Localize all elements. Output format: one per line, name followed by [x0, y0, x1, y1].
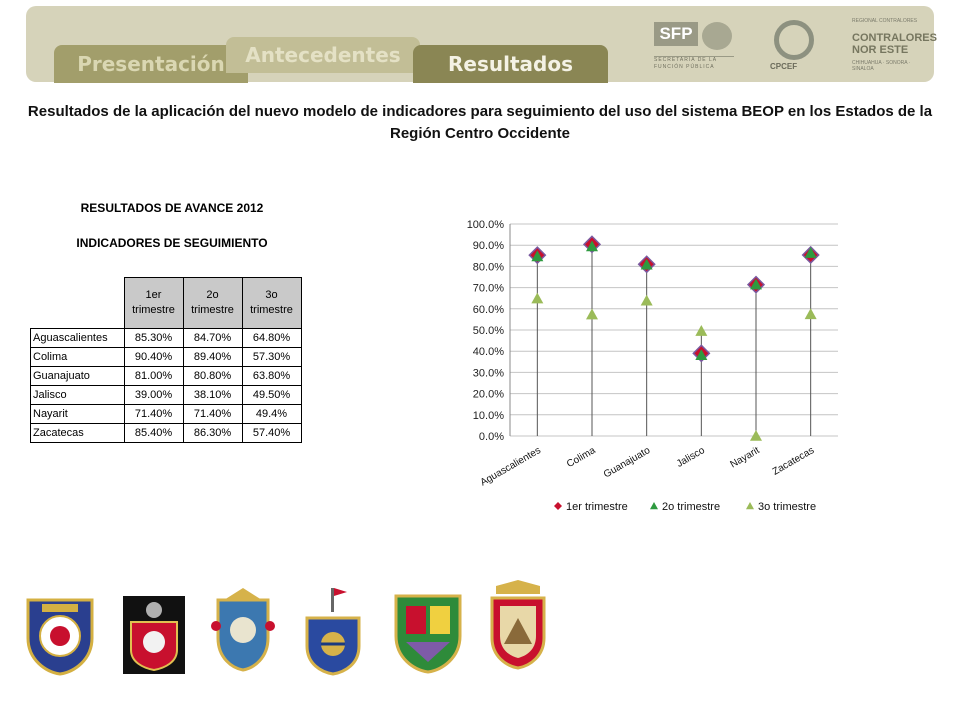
q1-cell: 71.40% — [124, 405, 183, 424]
table-row — [31, 348, 302, 367]
x-tick-label: Zacatecas — [770, 445, 817, 478]
legend-label: 3o trimestre — [758, 501, 817, 513]
q3-cell: 57.30% — [242, 348, 301, 367]
q1-cell: 39.00% — [124, 386, 183, 405]
x-tick-label: Jalisco — [674, 445, 707, 470]
table-row — [31, 367, 302, 386]
state-cell: Nayarit — [31, 405, 125, 424]
state-cell: Aguascalientes — [31, 329, 125, 348]
data-point-q3 — [586, 309, 598, 320]
legend-label: 1er trimestre — [566, 501, 628, 513]
sfp-subtitle: SECRETARÍA DE LA FUNCIÓN PÚBLICA — [654, 56, 734, 73]
results-subtitle: RESULTADOS DE AVANCE 2012 — [80, 201, 264, 215]
header-q1: 1er trimestre — [124, 278, 183, 329]
q3-cell: 63.80% — [242, 367, 301, 386]
y-tick-label: 30.0% — [472, 367, 504, 380]
eagle-emblem-icon — [702, 22, 732, 50]
noreste-top: REGIONAL CONTRALORES — [852, 18, 918, 24]
y-tick-label: 0.0% — [478, 431, 504, 443]
data-point-q3 — [750, 430, 762, 441]
tab-resultados[interactable]: Resultados — [413, 45, 608, 83]
q2-cell: 84.70% — [183, 329, 242, 348]
y-tick-label: 20.0% — [472, 388, 504, 401]
noreste-logo — [852, 18, 937, 76]
indicators-subtitle: INDICADORES DE SEGUIMIENTO — [76, 236, 268, 250]
legend-marker — [650, 502, 658, 509]
table-corner — [31, 278, 125, 329]
q3-cell: 64.80% — [242, 329, 301, 348]
legend-label: 2o trimestre — [662, 501, 721, 513]
y-tick-label: 10.0% — [472, 409, 504, 422]
q3-cell: 57.40% — [242, 424, 301, 443]
guanajuato-coat — [210, 586, 276, 672]
q3-cell: 49.50% — [242, 386, 301, 405]
q1-cell: 90.40% — [124, 348, 183, 367]
state-cell: Guanajuato — [31, 367, 125, 386]
page-title: Resultados de la aplicación del nuevo modelo de indicadores para seguimiento del uso del sistema BEOP en los Estados de la Región Centro Occidente — [27, 103, 933, 142]
q1-cell: 85.30% — [124, 329, 183, 348]
cpcef-ring-icon — [774, 20, 814, 60]
indicators-chart — [444, 210, 884, 520]
tab-presentacion[interactable]: Presentación — [54, 45, 248, 83]
table-row — [31, 405, 302, 424]
header-q2: 2o trimestre — [183, 278, 242, 329]
q2-cell: 86.30% — [183, 424, 242, 443]
data-point-q3 — [805, 308, 817, 319]
x-tick-label: Colima — [565, 445, 598, 471]
state-cell: Jalisco — [31, 386, 125, 405]
q3-cell: 49.4% — [242, 405, 301, 424]
sfp-mark: SFP — [654, 22, 698, 46]
x-tick-label: Nayarit — [728, 445, 762, 471]
y-tick-label: 90.0% — [472, 240, 504, 253]
table-row — [31, 386, 302, 405]
state-cell: Colima — [31, 348, 125, 367]
q2-cell: 89.40% — [183, 348, 242, 367]
cpcef-logo — [766, 18, 828, 76]
y-tick-label: 60.0% — [472, 303, 504, 316]
data-point-q3 — [531, 293, 543, 304]
noreste-states: CHIHUAHUA · SONORA · SINALOA — [852, 60, 911, 72]
table-row — [31, 424, 302, 443]
noreste-main: CONTRALORES NOR ESTE — [852, 32, 937, 56]
state-cell: Zacatecas — [31, 424, 125, 443]
q2-cell: 80.80% — [183, 367, 242, 386]
q2-cell: 71.40% — [183, 405, 242, 424]
colima-coat — [123, 596, 185, 674]
q1-cell: 85.40% — [124, 424, 183, 443]
legend-marker — [746, 502, 754, 509]
y-tick-label: 40.0% — [472, 346, 504, 359]
y-tick-label: 100.0% — [466, 219, 504, 231]
aguascalientes-coat — [24, 594, 96, 676]
header-q3: 3o trimestre — [242, 278, 301, 329]
data-point-q3 — [641, 295, 653, 306]
y-tick-label: 70.0% — [472, 282, 504, 295]
x-tick-label: Guanajuato — [601, 445, 653, 481]
zacatecas-coat — [486, 580, 550, 670]
y-tick-label: 80.0% — [472, 261, 504, 274]
table-row — [31, 329, 302, 348]
q2-cell: 38.10% — [183, 386, 242, 405]
table-header-row — [31, 278, 302, 329]
q1-cell: 81.00% — [124, 367, 183, 386]
legend-marker — [554, 502, 562, 510]
y-tick-label: 50.0% — [472, 325, 504, 337]
jalisco-coat — [303, 584, 363, 676]
nayarit-coat — [392, 592, 464, 674]
sfp-logo — [652, 18, 736, 76]
cpcef-label: CPCEF — [770, 62, 798, 71]
tab-antecedentes[interactable]: Antecedentes — [226, 37, 420, 73]
x-tick-label: Aguascalientes — [478, 445, 543, 489]
indicators-table — [30, 277, 302, 443]
